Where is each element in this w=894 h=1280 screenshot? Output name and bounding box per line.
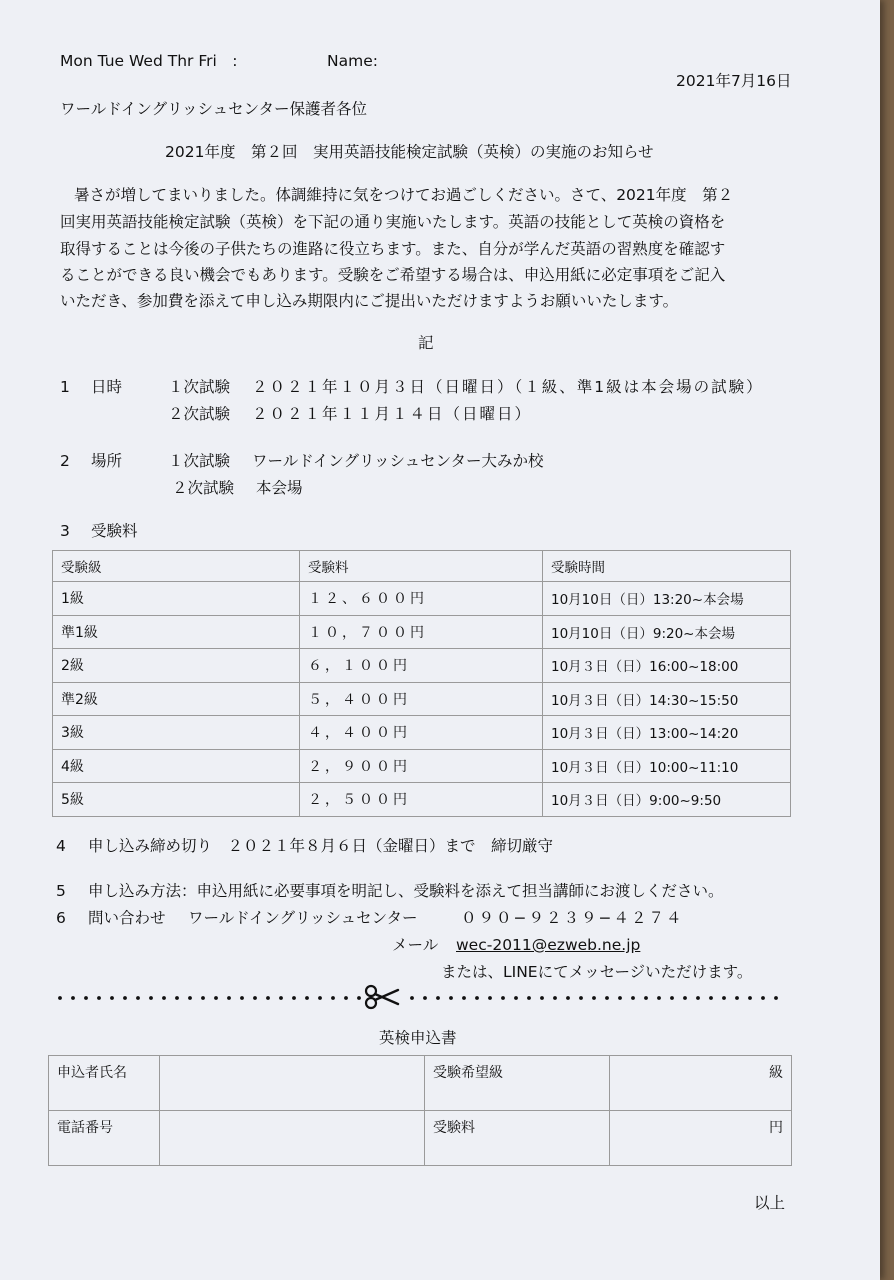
- applicant-name-label: 申込者氏名: [49, 1056, 160, 1111]
- fee-field[interactable]: [610, 1111, 792, 1166]
- mail-label: メール: [392, 936, 439, 954]
- name-label: Name:: [327, 52, 378, 70]
- letter-date: 2021年7月16日: [676, 72, 792, 90]
- venue-label: 場所: [91, 452, 123, 470]
- application-form-title: 英検申込書: [379, 1029, 457, 1047]
- grade-cell: 準1級: [53, 615, 300, 649]
- table-row: [53, 649, 791, 683]
- grade-cell: 準2級: [53, 682, 300, 716]
- first-exam-label: １次試験: [168, 452, 231, 470]
- phone-label: 電話番号: [49, 1111, 160, 1166]
- table-row: [53, 749, 791, 783]
- fee-cell: ６，１００円: [300, 649, 543, 683]
- desired-grade-label: 受験希望級: [425, 1056, 610, 1111]
- application-form: [48, 1055, 792, 1166]
- grade-unit: 級: [769, 1065, 783, 1081]
- table-row: [53, 615, 791, 649]
- body-line: いただき、参加費を添えて申し込み期限内にご提出いただけますようお願いいたします。: [60, 292, 679, 310]
- section-number: 1: [60, 378, 70, 396]
- table-row: [53, 582, 791, 616]
- time-cell: 10月３日（日）10:00~11:10: [543, 749, 791, 783]
- closing-text: 以上: [754, 1194, 786, 1212]
- section-number: 4: [56, 837, 66, 855]
- section-number: 5: [56, 882, 66, 900]
- cut-line: [56, 992, 786, 1004]
- second-exam-date: ２０２１年１１月１４日（日曜日）: [252, 405, 533, 423]
- fee-cell: ２，５００円: [300, 783, 543, 817]
- grade-cell: 3級: [53, 716, 300, 750]
- grade-cell: 2級: [53, 649, 300, 683]
- page-title: 2021年度 第２回 実用英語技能検定試験（英検）の実施のお知らせ: [165, 143, 654, 161]
- phone-field[interactable]: [160, 1111, 425, 1166]
- fee-label: 受験料: [425, 1111, 610, 1166]
- second-exam-label: ２次試験: [168, 405, 231, 423]
- fee-cell: １０，７００円: [300, 615, 543, 649]
- fee-cell: ５，４００円: [300, 682, 543, 716]
- deadline-text: 申し込み締め切り ２０２１年８月６日（金曜日）まで 締切厳守: [88, 837, 554, 855]
- body-line: 回実用英語技能検定試験（英検）を下記の通り実施いたします。英語の技能として英検の資格を: [60, 213, 726, 231]
- table-row: [53, 682, 791, 716]
- application-method-text: 申し込み方法：申込用紙に必要事項を明記し、受験料を添えて担当講師にお渡しください。: [88, 882, 724, 900]
- time-cell: 10月３日（日）14:30~15:50: [543, 682, 791, 716]
- first-exam-venue: ワールドイングリッシュセンター大みか校: [252, 452, 544, 470]
- second-exam-venue: 本会場: [256, 479, 303, 497]
- section-number: 2: [60, 452, 70, 470]
- body-line: 取得することは今後の子供たちの進路に役立ちます。また、自分が学んだ英語の習熟度を確認す: [60, 240, 726, 258]
- table-row: [53, 716, 791, 750]
- weekday-header: Mon Tue Wed Thr Fri :: [60, 52, 238, 70]
- fee-cell: ２，９００円: [300, 749, 543, 783]
- time-cell: 10月３日（日）13:00~14:20: [543, 716, 791, 750]
- first-exam-label: １次試験: [168, 378, 231, 396]
- body-line: ることができる良い機会でもあります。受験をご希望する場合は、申込用紙に必定事項をご記入: [60, 266, 726, 284]
- fee-unit: 円: [769, 1120, 783, 1136]
- fee-table: [52, 550, 791, 817]
- scissors-icon: [364, 982, 400, 1012]
- section-number: 6: [56, 909, 66, 927]
- time-cell: 10月10日（日）13:20~本会場: [543, 582, 791, 616]
- dotted-line: [58, 996, 778, 1000]
- table-row: [49, 1111, 792, 1166]
- inquiry-org: ワールドイングリッシュセンター: [188, 909, 418, 927]
- grade-cell: 5級: [53, 783, 300, 817]
- column-header: 受験時間: [543, 551, 791, 582]
- body-line: 暑さが増してまいりました。体調維持に気をつけてお過ごしください。さて、2021年度 第２: [74, 186, 734, 204]
- time-cell: 10月３日（日）9:00~9:50: [543, 783, 791, 817]
- table-header-row: [53, 551, 791, 582]
- desired-grade-field[interactable]: [610, 1056, 792, 1111]
- grade-cell: 1級: [53, 582, 300, 616]
- fee-cell: １２、６００円: [300, 582, 543, 616]
- column-header: 受験級: [53, 551, 300, 582]
- inquiry-label: 問い合わせ: [88, 909, 166, 927]
- applicant-name-field[interactable]: [160, 1056, 425, 1111]
- second-exam-label: ２次試験: [172, 479, 235, 497]
- table-row: [49, 1056, 792, 1111]
- line-note: または、LINEにてメッセージいただけます。: [441, 963, 753, 981]
- addressee: ワールドイングリッシュセンター保護者各位: [60, 100, 368, 118]
- datetime-label: 日時: [91, 378, 123, 396]
- first-exam-date: ２０２１年１０月３日（日曜日）（１級、準1級は本会場の試験）: [252, 378, 764, 396]
- grade-cell: 4級: [53, 749, 300, 783]
- column-header: 受験料: [300, 551, 543, 582]
- fee-cell: ４，４００円: [300, 716, 543, 750]
- ki-heading: 記: [418, 334, 434, 352]
- time-cell: 10月３日（日）16:00~18:00: [543, 649, 791, 683]
- table-row: [53, 783, 791, 817]
- time-cell: 10月10日（日）9:20~本会場: [543, 615, 791, 649]
- fee-heading: 受験料: [91, 522, 138, 540]
- mail-address-link[interactable]: wec-2011@ezweb.ne.jp: [456, 936, 641, 954]
- inquiry-phone: ０９０−９２３９−４２７４: [461, 909, 684, 927]
- section-number: 3: [60, 522, 70, 540]
